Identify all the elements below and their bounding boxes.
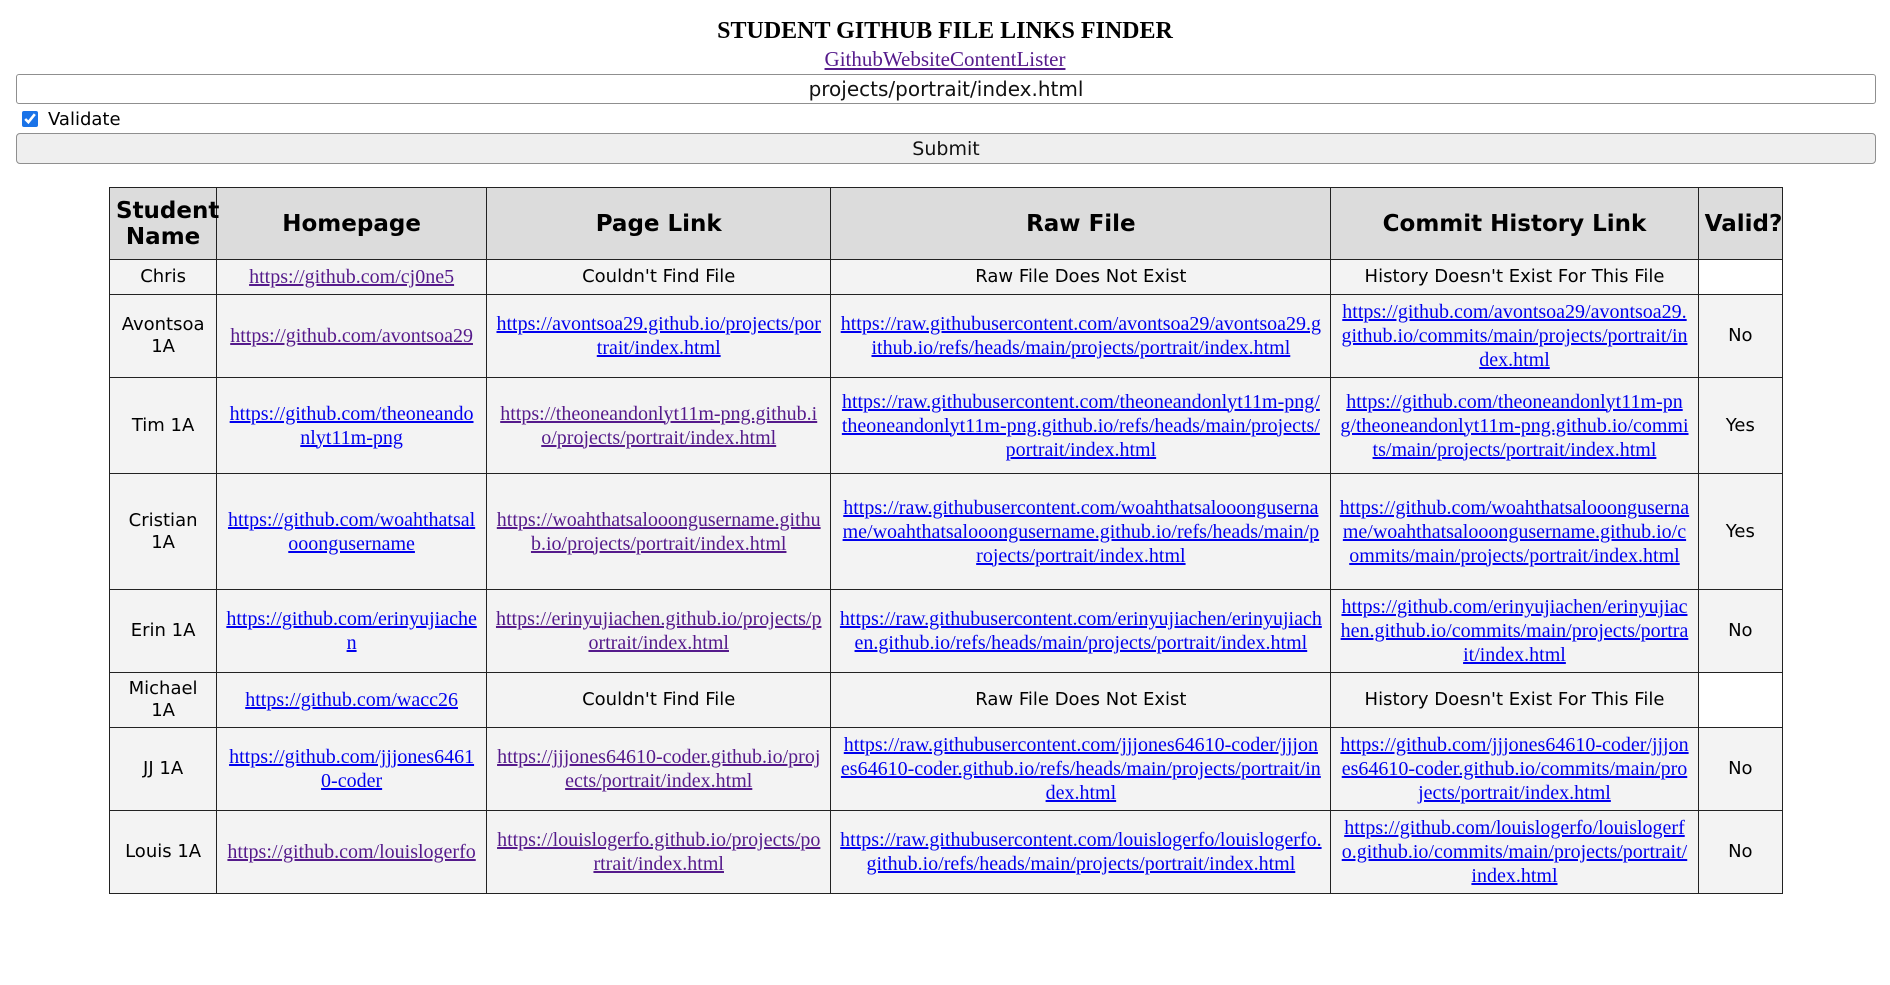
valid-cell: No xyxy=(1698,590,1782,673)
homepage-link[interactable]: https://github.com/louislogerfo xyxy=(227,841,476,863)
col-commit-history: Commit History Link xyxy=(1331,188,1698,260)
homepage-cell xyxy=(217,590,487,673)
commit-history-link-cell xyxy=(1331,474,1698,590)
table-row xyxy=(110,728,1783,811)
raw-file-link[interactable]: https://raw.githubusercontent.com/louislogerfo/louislogerfo.github.io/refs/heads/main/projects/portrait/index.html xyxy=(840,829,1322,875)
page-link-cell xyxy=(486,295,830,378)
page-link-cell xyxy=(486,728,830,811)
commit-history-link[interactable]: https://github.com/jjjones64610-coder/jjjones64610-coder.github.io/commits/main/projects/portrait/index.html xyxy=(1340,734,1689,804)
valid-cell: No xyxy=(1698,728,1782,811)
page-link-cell: Couldn't Find File xyxy=(486,673,830,728)
raw-file-link-cell xyxy=(831,811,1331,894)
valid-cell: No xyxy=(1698,295,1782,378)
homepage-cell xyxy=(217,295,487,378)
table-header-row xyxy=(110,188,1783,260)
page-link[interactable]: https://jjjones64610-coder.github.io/projects/portrait/index.html xyxy=(497,746,821,792)
col-valid: Valid? xyxy=(1698,188,1782,260)
page-link-cell xyxy=(486,811,830,894)
homepage-link[interactable]: https://github.com/wacc26 xyxy=(245,689,458,711)
homepage-link[interactable]: https://github.com/avontsoa29 xyxy=(230,325,473,347)
table-body xyxy=(110,260,1783,894)
commit-history-link-cell: History Doesn't Exist For This File xyxy=(1331,260,1698,295)
homepage-cell xyxy=(217,474,487,590)
results-table xyxy=(109,187,1783,894)
commit-history-link[interactable]: https://github.com/theoneandonlyt11m-png/theoneandonlyt11m-png.github.io/commits/main/projects/portrait/index.html xyxy=(1340,390,1689,461)
homepage-cell xyxy=(217,728,487,811)
page-link-cell: Couldn't Find File xyxy=(486,260,830,295)
table-row xyxy=(110,673,1783,728)
col-page-link: Page Link xyxy=(486,188,830,260)
page-header xyxy=(0,0,1890,72)
validate-label: Validate xyxy=(48,108,121,130)
commit-history-link-cell: History Doesn't Exist For This File xyxy=(1331,673,1698,728)
student-name-cell: Tim 1A xyxy=(110,378,217,474)
homepage-cell xyxy=(217,378,487,474)
student-name-cell: Michael 1A xyxy=(110,673,217,728)
raw-file-link[interactable]: https://raw.githubusercontent.com/woahthatsalooongusername/woahthatsalooongusername.github.io/refs/heads/main/projects/portrait/index.html xyxy=(842,496,1320,567)
valid-cell xyxy=(1698,260,1782,295)
raw-file-link[interactable]: https://raw.githubusercontent.com/jjjones64610-coder/jjjones64610-coder.github.io/refs/heads/main/projects/portrait/index.html xyxy=(840,734,1321,804)
commit-history-link[interactable]: https://github.com/avontsoa29/avontsoa29.github.io/commits/main/projects/portrait/index.html xyxy=(1341,301,1688,371)
raw-file-link[interactable]: https://raw.githubusercontent.com/erinyujiachen/erinyujiachen.github.io/refs/heads/main/projects/portrait/index.html xyxy=(839,608,1322,654)
col-raw-file: Raw File xyxy=(831,188,1331,260)
valid-cell: Yes xyxy=(1698,474,1782,590)
homepage-cell xyxy=(217,260,487,295)
table-row xyxy=(110,590,1783,673)
homepage-cell xyxy=(217,673,487,728)
page-link[interactable]: https://theoneandonlyt11m-png.github.io/projects/portrait/index.html xyxy=(500,402,818,449)
homepage-link[interactable]: https://github.com/erinyujiachen xyxy=(226,608,477,654)
page-link-cell xyxy=(486,590,830,673)
student-name-cell: Cristian 1A xyxy=(110,474,217,590)
commit-history-link-cell xyxy=(1331,378,1698,474)
validate-row xyxy=(20,107,1890,131)
raw-file-link[interactable]: https://raw.githubusercontent.com/avontsoa29/avontsoa29.github.io/refs/heads/main/projects/portrait/index.html xyxy=(840,313,1322,359)
raw-file-link-cell: Raw File Does Not Exist xyxy=(831,260,1331,295)
table-row xyxy=(110,378,1783,474)
file-path-input[interactable] xyxy=(16,74,1876,104)
commit-history-link-cell xyxy=(1331,728,1698,811)
results-table-wrap xyxy=(109,187,1783,894)
valid-cell: Yes xyxy=(1698,378,1782,474)
table-row xyxy=(110,295,1783,378)
table-row xyxy=(110,260,1783,295)
validate-checkbox[interactable] xyxy=(22,111,38,127)
page-title: STUDENT GITHUB FILE LINKS FINDER xyxy=(717,18,1173,44)
col-homepage: Homepage xyxy=(217,188,487,260)
valid-cell xyxy=(1698,673,1782,728)
student-name-cell: JJ 1A xyxy=(110,728,217,811)
page-link-cell xyxy=(486,474,830,590)
table-row xyxy=(110,474,1783,590)
commit-history-link-cell xyxy=(1331,811,1698,894)
student-name-cell: Chris xyxy=(110,260,217,295)
raw-file-link-cell xyxy=(831,590,1331,673)
commit-history-link[interactable]: https://github.com/erinyujiachen/erinyujiachen.github.io/commits/main/projects/portrait/index.html xyxy=(1340,596,1689,666)
homepage-link[interactable]: https://github.com/cj0ne5 xyxy=(249,266,455,288)
homepage-link[interactable]: https://github.com/jjjones64610-coder xyxy=(229,746,475,792)
submit-button[interactable]: Submit xyxy=(16,133,1876,164)
student-name-cell: Louis 1A xyxy=(110,811,217,894)
valid-cell: No xyxy=(1698,811,1782,894)
student-name-cell: Avontsoa 1A xyxy=(110,295,217,378)
content-lister-link[interactable]: GithubWebsiteContentLister xyxy=(824,47,1066,71)
raw-file-link[interactable]: https://raw.githubusercontent.com/theoneandonlyt11m-png/theoneandonlyt11m-png.github.io/refs/heads/main/projects/portrait/index.html xyxy=(841,390,1320,461)
raw-file-link-cell xyxy=(831,378,1331,474)
commit-history-link[interactable]: https://github.com/woahthatsalooongusername/woahthatsalooongusername.github.io/commits/main/projects/portrait/index.html xyxy=(1339,496,1690,567)
raw-file-link-cell xyxy=(831,474,1331,590)
page-link[interactable]: https://louislogerfo.github.io/projects/portrait/index.html xyxy=(497,829,821,875)
page-link[interactable]: https://avontsoa29.github.io/projects/portrait/index.html xyxy=(496,313,821,359)
homepage-link[interactable]: https://github.com/woahthatsalooongusername xyxy=(227,508,476,555)
page-link[interactable]: https://woahthatsalooongusername.github.io/projects/portrait/index.html xyxy=(496,508,821,555)
commit-history-link-cell xyxy=(1331,295,1698,378)
student-name-cell: Erin 1A xyxy=(110,590,217,673)
raw-file-link-cell: Raw File Does Not Exist xyxy=(831,673,1331,728)
raw-file-link-cell xyxy=(831,728,1331,811)
col-student-name: Student Name xyxy=(110,188,217,260)
page-link[interactable]: https://erinyujiachen.github.io/projects/portrait/index.html xyxy=(495,608,822,654)
commit-history-link[interactable]: https://github.com/louislogerfo/louislogerfo.github.io/commits/main/projects/portrait/index.html xyxy=(1341,817,1688,887)
homepage-cell xyxy=(217,811,487,894)
homepage-link[interactable]: https://github.com/theoneandonlyt11m-png xyxy=(229,402,474,449)
table-row xyxy=(110,811,1783,894)
commit-history-link-cell xyxy=(1331,590,1698,673)
raw-file-link-cell xyxy=(831,295,1331,378)
page-link-cell xyxy=(486,378,830,474)
